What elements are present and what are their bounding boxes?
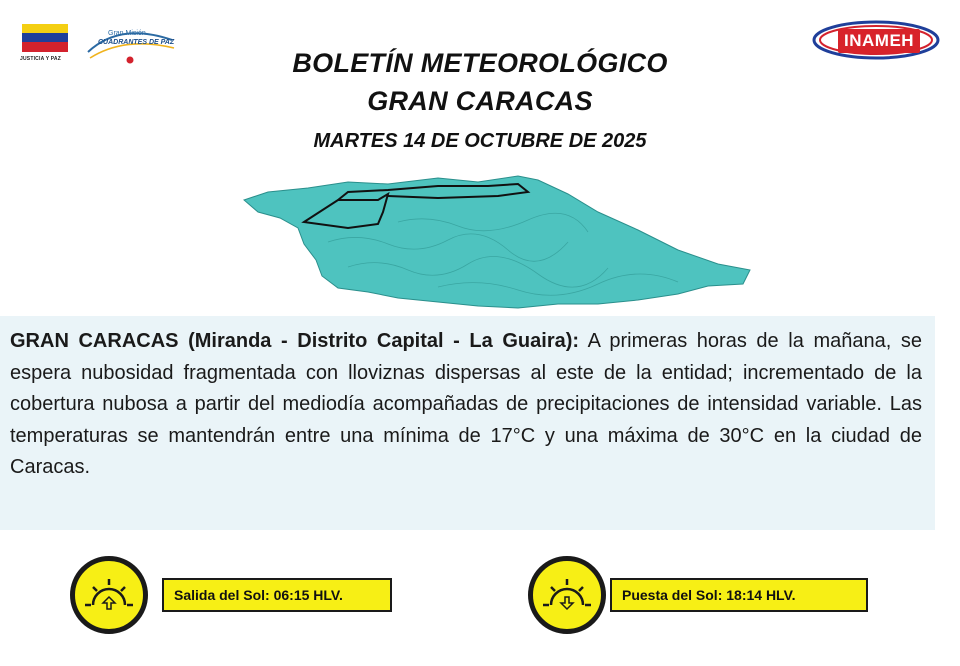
page-title: BOLETÍN METEOROLÓGICO xyxy=(292,48,668,78)
mission-small-text: Gran Misión xyxy=(108,30,146,37)
bulletin-text: A primeras horas de la mañana, se espera nubosidad fragmentada con lloviznas dispersas al este de la entidad; incrementado de la cobertura nubosa a partir del mediodía acompañadas de precipitaciones de intensidad variable. Las temperaturas se mantendrán entre una mínima de 17°C y una máxima de 30°C en la ciudad de Caracas. xyxy=(10,330,922,478)
sunrise-icon xyxy=(70,556,148,634)
bulletin-region-label: GRAN CARACAS (Miranda - Distrito Capital - La Guaira): xyxy=(10,330,580,352)
sunrise-label: Salida del Sol: 06:15 HLV. xyxy=(162,578,392,612)
justicia-y-paz-caption: JUSTICIA Y PAZ xyxy=(20,56,61,62)
bulletin-body xyxy=(10,326,922,484)
mission-big-text: CUADRANTES DE PAZ xyxy=(98,39,175,46)
bulletin-date: MARTES 14 DE OCTUBRE DE 2025 xyxy=(313,130,647,152)
gran-caracas-map xyxy=(238,172,758,312)
sunset-badge xyxy=(528,556,888,636)
sunset-icon xyxy=(528,556,606,634)
page-subtitle: GRAN CARACAS xyxy=(367,86,593,116)
sunrise-badge xyxy=(70,556,430,636)
sunset-label: Puesta del Sol: 18:14 HLV. xyxy=(610,578,868,612)
inameh-logo-text: INAMEH xyxy=(838,29,920,53)
bulletin-panel xyxy=(0,316,935,530)
